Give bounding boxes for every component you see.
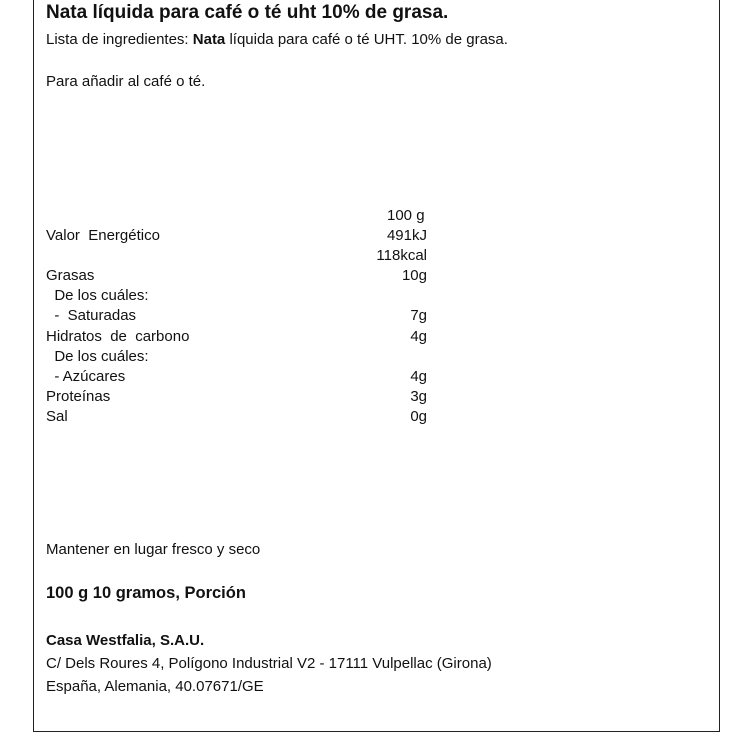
storage-text: Mantener en lugar fresco y seco — [46, 541, 261, 558]
nutrition-row-label: Proteínas — [46, 387, 111, 405]
nutrition-row-label: - Saturadas — [46, 307, 137, 325]
nutrition-row-label: Grasas — [46, 267, 95, 285]
nutrition-row-value: 3g — [410, 387, 427, 405]
company-origin: España, Alemania, 40.07671/GE — [46, 678, 264, 695]
usage-text: Para añadir al café o té. — [46, 73, 206, 90]
product-title: Nata líquida para café o té uht 10% de grasa. — [46, 2, 449, 23]
nutrition-row-value: 118kcal — [376, 247, 427, 265]
nutrition-row-label: Valor Energético — [46, 227, 160, 244]
portion-text: 100 g 10 gramos, Porción — [46, 584, 246, 602]
ingredients-label: Lista de ingredientes: — [46, 31, 193, 48]
nutrition-per-label: 100 g — [387, 207, 425, 224]
ingredients-rest: líquida para café o té UHT. 10% de grasa. — [225, 31, 508, 48]
nutrition-row-value: 7g — [410, 307, 427, 325]
nutrition-row-label: - Azúcares — [46, 367, 126, 385]
nutrition-row-label: Sal — [46, 407, 68, 425]
company-address: C/ Dels Roures 4, Polígono Industrial V2 - 17111 Vulpellac (Girona) — [46, 655, 492, 672]
company-name: Casa Westfalia, S.A.U. — [46, 632, 205, 649]
nutrition-row-value: 491kJ — [386, 227, 427, 244]
ingredients-bold-word: Nata — [192, 31, 226, 48]
nutrition-row-value: 4g — [410, 367, 427, 385]
nutrition-row-label: De los cuáles: — [46, 347, 149, 365]
nutrition-row-label: Hidratos de carbono — [46, 327, 190, 345]
nutrition-row-value: 10g — [401, 267, 427, 285]
label-frame — [33, 0, 720, 732]
nutrition-row-value: 4g — [410, 327, 427, 345]
ingredients-line — [46, 31, 508, 48]
nutrition-row-label: De los cuáles: — [46, 287, 149, 305]
nutrition-row-value: 0g — [410, 407, 427, 425]
